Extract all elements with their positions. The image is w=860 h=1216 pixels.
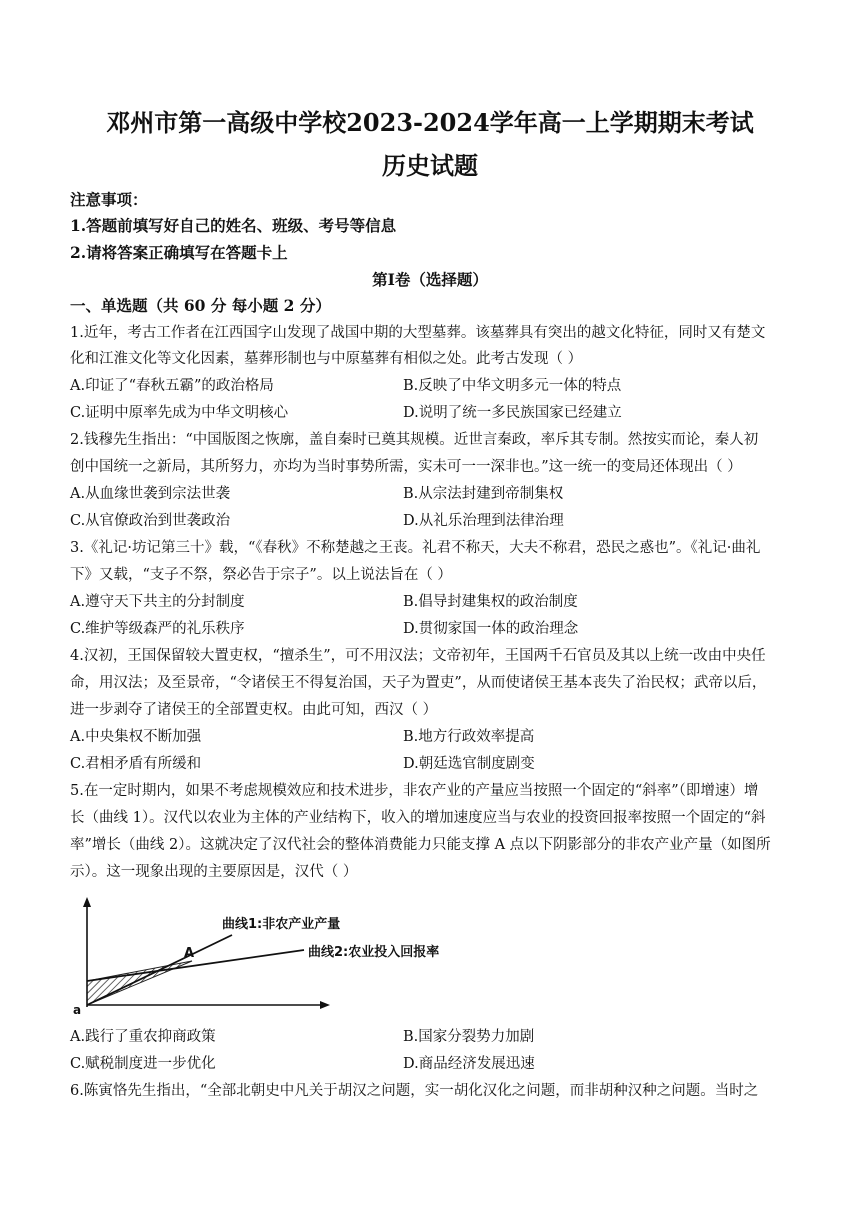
curve-2-line — [87, 950, 304, 981]
question-2-line: 2.钱穆先生指出：“中国版图之恢廓，盖自秦时已奠其规模。近世言秦政，率斥其专制。然按实而论，秦人初 — [70, 432, 759, 448]
question-4-option-a: A.中央集权不断加强 — [70, 729, 202, 745]
question-1-option-a: A.印证了“春秋五霸”的政治格局 — [70, 378, 274, 394]
question-4-line: 进一步剥夺了诸侯王的全部置吏权。由此可知，西汉（ ） — [70, 702, 438, 718]
question-5-figure — [72, 895, 462, 1020]
notice-item: 1.答题前填写好自己的姓名、班级、考号等信息 — [70, 216, 397, 235]
question-4-line: 4.汉初，王国保留较大置吏权，“擅杀生”，可不用汉法；文帝初年，王国两千石官员及其以上统一改由中央任 — [70, 648, 766, 664]
question-2-line: 创中国统一之新局，其所努力，亦均为当时事势所需，实未可一一深非也。”这一统一的变局还体现出（ ） — [70, 459, 742, 475]
question-3-line: 下》又载，“支子不祭，祭必告于宗子”。以上说法旨在（ ） — [70, 567, 452, 583]
question-2-option-a: A.从血缘世袭到宗法世袭 — [70, 486, 231, 502]
question-1-option-c: C.证明中原率先成为中华文明核心 — [70, 405, 289, 421]
question-5-option-a: A.践行了重农抑商政策 — [70, 1029, 216, 1045]
question-3-option-a: A.遵守天下共主的分封制度 — [70, 594, 245, 610]
question-4-option-c: C.君相矛盾有所缓和 — [70, 756, 202, 772]
question-5-line: 长（曲线 1）。汉代以农业为主体的产业结构下，收入的增加速度应当与农业的投资回报率按照一个固定的“斜 — [70, 810, 766, 826]
question-3-option-b: B.倡导封建集权的政治制度 — [403, 594, 578, 610]
question-5-line: 率”增长（曲线 2）。这就决定了汉代社会的整体消费能力只能支撑 A 点以下阴影部分的非农产业产量（如图所 — [70, 837, 771, 853]
question-1-option-b: B.反映了中华文明多元一体的特点 — [403, 378, 622, 394]
question-5-option-b: B.国家分裂势力加剧 — [403, 1029, 535, 1045]
notice-heading: 注意事项： — [70, 190, 148, 209]
y-axis-arrow — [83, 897, 91, 907]
question-5-line: 示）。这一现象出现的主要原因是，汉代（ ） — [70, 864, 358, 880]
question-6-line: 6.陈寅恪先生指出，“全部北朝史中凡关于胡汉之问题，实一胡化汉化之问题，而非胡种汉种之问题。当时之 — [70, 1083, 759, 1099]
x-axis-arrow — [320, 1001, 330, 1009]
question-2-option-d: D.从礼乐治理到法律治理 — [403, 513, 564, 529]
question-5-option-c: C.赋税制度进一步优化 — [70, 1056, 216, 1072]
notice-item: 2.请将答案正确填写在答题卡上 — [70, 243, 288, 262]
point-a-label: A — [184, 946, 195, 961]
question-2-option-c: C.从官僚政治到世袭政治 — [70, 513, 231, 529]
volume-heading: 第Ⅰ卷（选择题） — [372, 270, 488, 289]
part-heading: 一、单选题（共 60 分 每小题 2 分） — [70, 296, 331, 315]
question-1-line: 化和江淮文化等文化因素，墓葬形制也与中原墓葬有相似之处。此考古发现（ ） — [70, 351, 583, 367]
question-3-option-d: D.贯彻家国一体的政治理念 — [403, 621, 579, 637]
question-5-option-d: D.商品经济发展迅速 — [403, 1056, 535, 1072]
question-1-option-d: D.说明了统一多民族国家已经建立 — [403, 405, 622, 421]
question-4-option-b: B.地方行政效率提高 — [403, 729, 535, 745]
question-4-line: 命，用汉法；及至景帝，“令诸侯王不得复治国，天子为置吏”，从而使诸侯王基本丧失了治民权；武帝以后， — [70, 675, 767, 691]
figure-svg — [72, 895, 462, 1020]
question-3-option-c: C.维护等级森严的礼乐秩序 — [70, 621, 245, 637]
curve-2-label: 曲线2:农业投入回报率 — [308, 945, 440, 960]
question-1-line: 1.近年，考古工作者在江西国字山发现了战国中期的大型墓葬。该墓葬具有突出的越文化特征，同时又有楚文 — [70, 325, 766, 341]
question-5-line: 5.在一定时期内，如果不考虑规模效应和技术进步，非农产业的产量应当按照一个固定的“斜率”（即增速）增 — [70, 783, 759, 799]
question-2-option-b: B.从宗法封建到帝制集权 — [403, 486, 564, 502]
question-4-option-d: D.朝廷选官制度剧变 — [403, 756, 535, 772]
question-3-line: 3.《礼记·坊记第三十》载，“《春秋》不称楚越之王丧。礼君不称天，大夫不称君，恐民之惑也”。《礼记·曲礼 — [70, 540, 761, 556]
curve-1-label: 曲线1:非农产业产量 — [222, 917, 341, 932]
exam-title: 邓州市第一高级中学校2023-2024学年高一上学期期末考试 — [106, 108, 754, 137]
origin-label: a — [73, 1003, 82, 1017]
exam-subtitle: 历史试题 — [382, 151, 478, 180]
